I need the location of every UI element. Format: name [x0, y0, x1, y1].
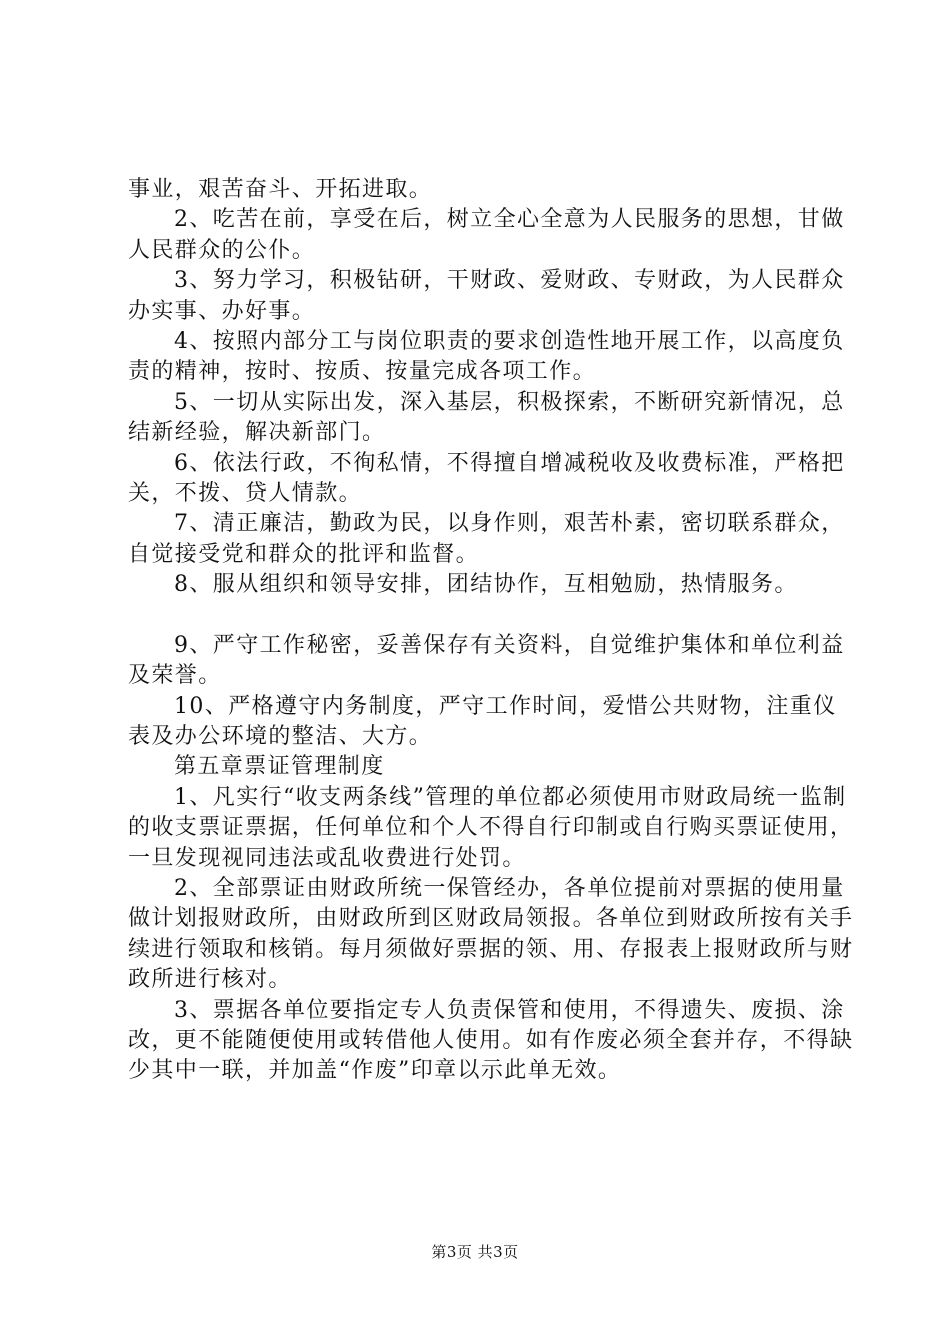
paragraph-ticket-rule-1: 1、凡实行“收支两条线”管理的单位都必须使用市财政局统一监制的收支票证票据，任何单位和个人不得自行印制或自行购买票证使用，一旦发现视同违法或乱收费进行处罚。	[128, 784, 854, 871]
paragraph-item-5: 5、一切从实际出发，深入基层，积极探索，不断研究新情况，总结新经验，解决新部门。	[128, 389, 845, 446]
chapter-heading: 第五章票证管理制度	[174, 754, 385, 780]
paragraph-continuation: 事业，艰苦奋斗、开拓进取。	[128, 177, 433, 202]
page-number-footer: 第3页 共3页	[431, 1243, 519, 1261]
paragraph-item-8: 8、服从组织和领导安排，团结协作，互相勉励，热情服务。	[174, 572, 798, 598]
paragraph-item-7: 7、清正廉洁，勤政为民，以身作则，艰苦朴素，密切联系群众，自觉接受党和群众的批评和监督。	[128, 511, 845, 567]
paragraph-ticket-rule-2: 2、全部票证由财政所统一保管经办，各单位提前对票据的使用量做计划报财政所，由财政所到区财政局领报。各单位到财政所按有关手续进行领取和核销。每月须做好票据的领、用、存报表上报财政所与财政所进行核对。	[128, 875, 854, 993]
paragraph-item-10: 10、严格遵守内务制度，严守工作时间，爱惜公共财物，注重仪表及办公环境的整洁、大方。	[128, 693, 837, 749]
paragraph-item-4: 4、按照内部分工与岗位职责的要求创造性地开展工作，以高度负责的精神，按时、按质、按量完成各项工作。	[128, 329, 845, 385]
document-body	[128, 175, 858, 1087]
paragraph-item-6: 6、依法行政，不徇私情，不得擅自增减税收及收费标准，严格把关，不拨、贷人情款。	[128, 450, 845, 507]
paragraph-item-9: 9、严守工作秘密，妥善保存有关资料，自觉维护集体和单位利益及荣誉。	[128, 632, 845, 689]
paragraph-item-3: 3、努力学习，积极钻研，干财政、爱财政、专财政，为人民群众办实事、办好事。	[128, 268, 845, 324]
paragraph-item-2: 2、吃苦在前，享受在后，树立全心全意为人民服务的思想，甘做人民群众的公仆。	[128, 207, 845, 263]
paragraph-ticket-rule-3: 3、票据各单位要指定专人负责保管和使用，不得遗失、废损、涂改，更不能随便使用或转借他人使用。如有作废必须全套并存，不得缺少其中一联，并加盖“作废”印章以示此单无效。	[128, 997, 854, 1084]
